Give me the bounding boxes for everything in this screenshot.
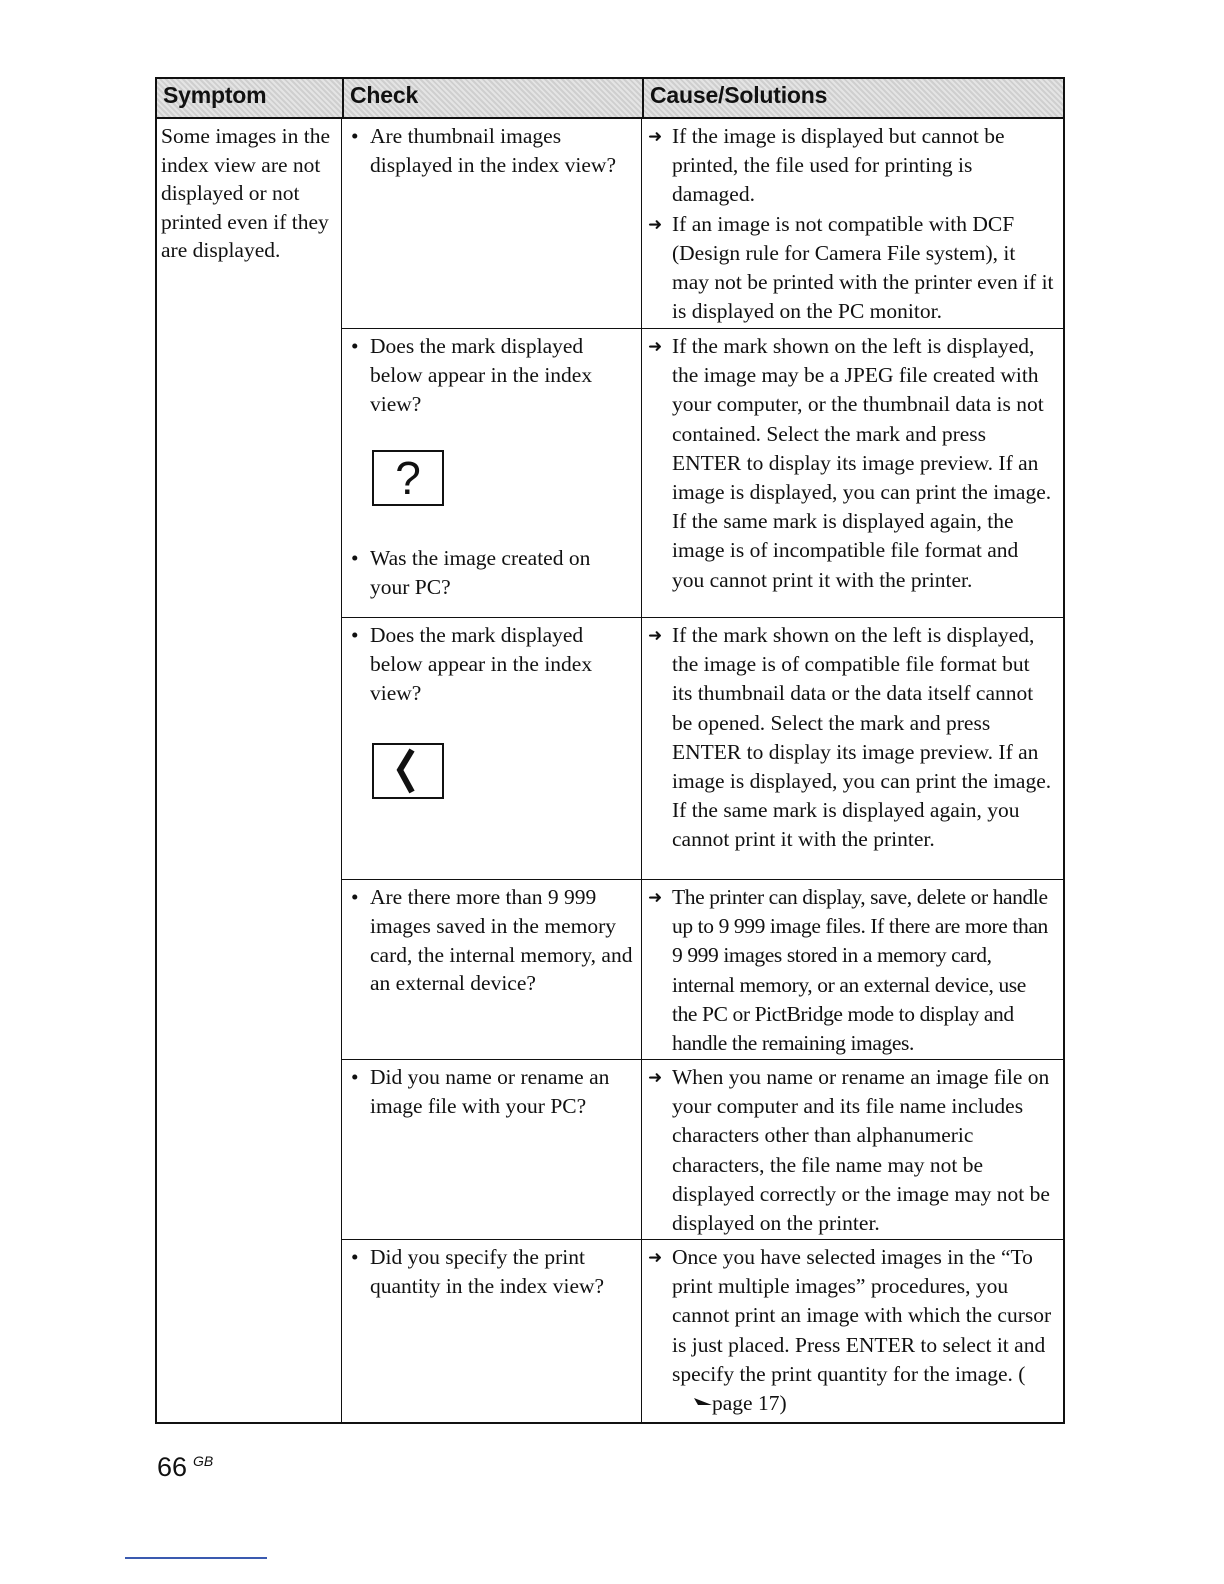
solution-cell xyxy=(642,618,1063,879)
check-cell: • Did you specify the print quantity in the index view? xyxy=(342,1240,642,1422)
solution-text: If an image is not compatible with DCF (Design rule for Camera File system), it may not be printed with the printer even if it is displayed on the PC monitor. xyxy=(672,211,1054,324)
check-cell: • Are thumbnail images displayed in the index view? xyxy=(342,119,642,328)
check-item: Does the mark displayed below appear in the index view? xyxy=(370,334,593,416)
solution-body: Once you have selected images in the “To print multiple images” procedures, you cannot print an image with which the cursor is just placed. Press ENTER to select it and specify the print quantity for the image. ( xyxy=(672,1245,1052,1386)
page-number-value: 66 xyxy=(157,1452,188,1482)
solution-text xyxy=(672,1243,1055,1418)
check-item: Did you specify the print quantity in the index view? xyxy=(370,1245,605,1298)
solution-text: If the image is displayed but cannot be printed, the file used for printing is damaged. xyxy=(672,124,1005,207)
footer-rule xyxy=(125,1557,267,1559)
header-check: Check xyxy=(342,79,642,117)
question-mark-icon: ? xyxy=(372,450,444,506)
table-row xyxy=(342,119,1063,329)
symptom-cell: Some images in the index view are not displayed or not printed even if they are displayed. xyxy=(157,119,342,1422)
arrow-icon: ➜ xyxy=(648,127,663,147)
check-cell: • Did you name or rename an image file with your PC? xyxy=(342,1060,642,1239)
arrow-icon: ➜ xyxy=(648,1068,663,1088)
table-row xyxy=(342,618,1063,880)
solution-cell xyxy=(642,1060,1063,1239)
page-number xyxy=(157,1452,213,1483)
table-row xyxy=(342,1240,1063,1422)
arrow-icon: ➜ xyxy=(648,888,663,908)
check-cell: • Does the mark displayed below appear in the index view? ? • Was the image created on your PC? xyxy=(342,329,642,617)
table-header xyxy=(157,79,1063,119)
check-item: Did you name or rename an image file with your PC? xyxy=(370,1065,610,1118)
page-locale: GB xyxy=(193,1453,214,1469)
solution-text: If the mark shown on the left is displayed, the image may be a JPEG file created with your computer, or the thumbnail data is not contained. Select the mark and press ENTER to display its image preview. If an image is displayed, you can print the image. If the same mark is displayed again, the image is of incompatible file format and you cannot print it with the printer. xyxy=(672,334,1052,592)
page-reference: page 17) xyxy=(712,1391,787,1416)
check-cell: • Does the mark displayed below appear in the index view? xyxy=(342,618,642,879)
table-row xyxy=(342,880,1063,1060)
solution-text: When you name or rename an image file on your computer and its file name includes characters other than alphanumeric characters, the file name may not be displayed correctly or the image may not be displayed on the printer. xyxy=(672,1065,1050,1236)
check-item: Are there more than 9 999 images saved in the memory card, the internal memory, and an external device? xyxy=(370,885,633,996)
check-cell: • Are there more than 9 999 images saved in the memory card, the internal memory, and an external device? xyxy=(342,880,642,1059)
check-item: Does the mark displayed below appear in the index view? xyxy=(370,623,593,705)
check-item: Was the image created on your PC? xyxy=(370,546,591,600)
broken-file-icon xyxy=(372,743,444,799)
solution-text: The printer can display, save, delete or handle up to 9 999 image files. If there are more than 9 999 images stored in a memory card, internal memory, or an external device, use the PC or PictBridge mode to display and handle the remaining images. xyxy=(672,885,1048,1056)
arrow-icon: ➜ xyxy=(648,337,663,357)
arrow-icon: ➜ xyxy=(648,1248,663,1268)
solution-cell xyxy=(642,119,1063,328)
header-cause-solutions: Cause/Solutions xyxy=(642,79,1063,117)
solution-cell xyxy=(642,1240,1063,1422)
broken-file-glyph xyxy=(378,746,438,796)
solution-text: If the mark shown on the left is displayed, the image is of compatible file format but its thumbnail data or the data itself cannot be opened. Select the mark and press ENTER to display its image preview. If an image is displayed, you can print the image. If the same mark is displayed again, you cannot print it with the printer. xyxy=(672,623,1052,852)
table-row xyxy=(342,329,1063,618)
solution-cell xyxy=(642,329,1063,617)
arrow-icon: ➜ xyxy=(648,626,663,646)
table-row xyxy=(342,1060,1063,1240)
header-symptom: Symptom xyxy=(163,82,267,108)
solution-cell xyxy=(642,880,1063,1059)
arrow-icon: ➜ xyxy=(648,214,663,235)
page-reference-arrow-icon xyxy=(672,1396,712,1408)
check-item: Are thumbnail images displayed in the index view? xyxy=(370,124,616,177)
troubleshooting-table xyxy=(155,77,1065,1424)
